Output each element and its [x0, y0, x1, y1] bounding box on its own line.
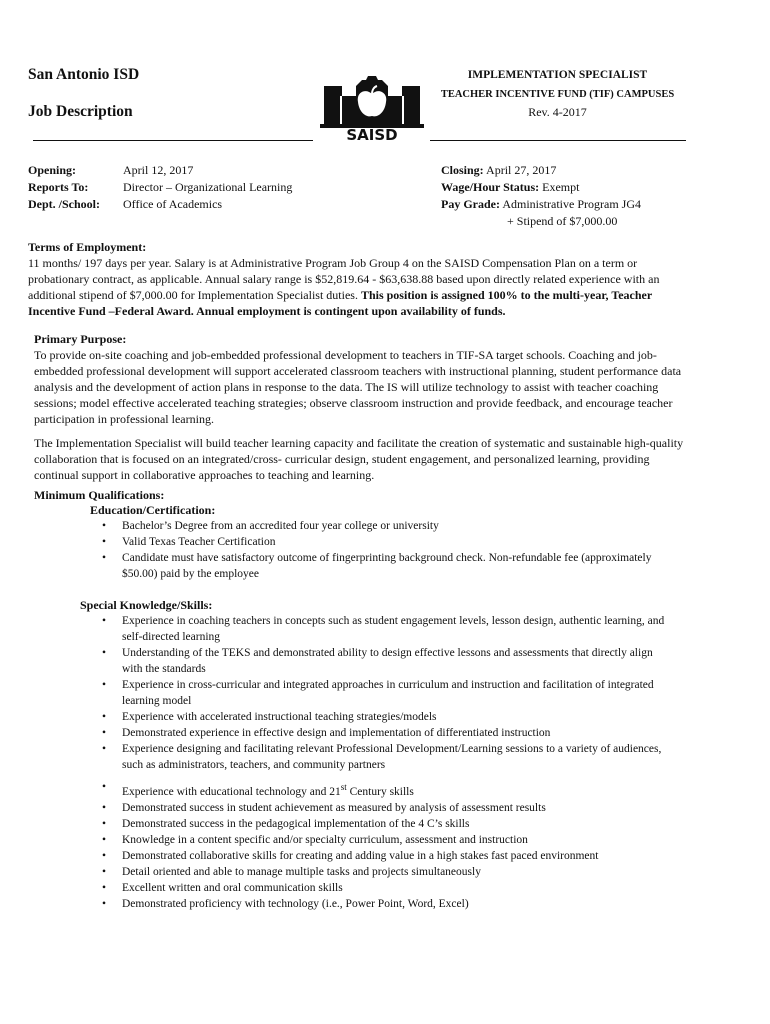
wage-status-value: Exempt [542, 180, 580, 194]
reports-to-label: Reports To: [28, 180, 89, 194]
list-item [100, 709, 754, 725]
bullet: • [102, 881, 107, 894]
logo-text: SAISD [346, 126, 398, 142]
list-item-text: Demonstrated success in student achievement as measured by analysis of assessment results [122, 801, 546, 814]
purpose-line: embedded professional development will support accelerated classroom teachers with instructional planning, student performance data [34, 364, 682, 378]
bullet: • [102, 897, 107, 910]
reports-to-value: Director – Organizational Learning [123, 180, 293, 194]
wage-status-label: Wage/Hour Status: [441, 180, 540, 194]
purpose-line: collaboration that is focused on an integrated/cross- curricular design, student engagement, and personalized learning, providing [34, 452, 650, 466]
list-item-text: Demonstrated experience in effective design and implementation of differentiated instruction [122, 727, 551, 739]
info-block-right [441, 162, 641, 230]
bullet: • [102, 801, 107, 814]
list-item-text: Understanding of the TEKS and demonstrated ability to design effective lessons and assessments that directly align [122, 647, 653, 659]
list-item-text: Experience with accelerated instructional teaching strategies/models [122, 711, 437, 723]
terms-text [28, 255, 748, 319]
skills-list-more [100, 800, 754, 912]
skills-title: Special Knowledge/Skills: [80, 598, 213, 612]
education-list [100, 518, 754, 582]
list-item [100, 518, 754, 534]
list-item-text: Candidate must have satisfactory outcome of fingerprinting background check. Non-refundable fee (approximately [122, 552, 652, 564]
saisd-logo [320, 74, 424, 142]
terms-line: 11 months/ 197 days per year. Salary is at Administrative Program Job Group 4 on the SAISD Compensation Plan on a term or [28, 256, 638, 270]
list-item [100, 725, 754, 741]
bullet: • [102, 743, 107, 755]
list-item-text: Demonstrated proficiency with technology (i.e., Power Point, Word, Excel) [122, 897, 469, 910]
qualifications-title: Minimum Qualifications: [34, 488, 165, 502]
closing-label: Closing: [441, 163, 484, 177]
closing-value: April 27, 2017 [486, 163, 557, 177]
skills-list [100, 613, 754, 773]
list-item-text: Bachelor’s Degree from an accredited four year college or university [122, 520, 439, 532]
list-item-text: Demonstrated success in the pedagogical implementation of the 4 C’s skills [122, 817, 470, 830]
purpose-line: To provide on-site coaching and job-embedded professional development to teachers in TIF-SA target schools. Coaching and job- [34, 348, 657, 362]
skill-text: Century skills [346, 785, 414, 798]
list-item [100, 800, 754, 816]
purpose-paragraph-2 [34, 435, 754, 483]
qualifications-section [34, 488, 754, 582]
list-item [100, 534, 754, 550]
terms-line: additional stipend of $7,000.00 for Implementation Specialist duties. [28, 288, 361, 302]
list-item [100, 848, 754, 864]
purpose-section [34, 332, 754, 483]
list-item-text: Experience in cross-curricular and integrated approaches in curriculum and instruction and facilitation of integrated [122, 679, 654, 691]
skill-text: Experience with educational technology and 21 [122, 785, 341, 798]
bullet: • [102, 647, 107, 659]
list-item [100, 613, 754, 645]
opening-label: Opening: [28, 163, 77, 177]
program-name: TEACHER INCENTIVE FUND (TIF) CAMPUSES [440, 89, 675, 100]
bullet: • [102, 727, 107, 739]
list-item-text: Detail oriented and able to manage multiple tasks and projects simultaneously [122, 865, 481, 878]
terms-emphasis: Incentive Fund –Federal Award. Annual employment is contingent upon availability of funds. [28, 304, 506, 318]
header-rule-left [33, 140, 313, 141]
skills-list-tech [100, 779, 754, 800]
bullet: • [102, 520, 107, 532]
terms-title: Terms of Employment: [28, 240, 147, 254]
list-item-text: learning model [122, 695, 192, 707]
list-item-text: self-directed learning [122, 631, 221, 643]
bullet: • [102, 865, 107, 878]
list-item-text: Excellent written and oral communication skills [122, 881, 343, 894]
department-label: Dept. /School: [28, 197, 100, 211]
pay-grade-label: Pay Grade: [441, 197, 500, 211]
bullet: • [102, 679, 107, 691]
bullet: • [102, 781, 107, 793]
education-title: Education/Certification: [90, 503, 216, 517]
list-item [100, 779, 754, 800]
list-item-text: Experience designing and facilitating relevant Professional Development/Learning sessions to a variety of audiences, [122, 743, 662, 755]
list-item-text: such as administrators, teachers, and community partners [122, 759, 386, 771]
purpose-title: Primary Purpose: [34, 332, 127, 346]
list-item-text: Experience in coaching teachers in concepts such as student engagement levels, lesson design, authentic learning, and [122, 615, 665, 627]
list-item [100, 896, 754, 912]
document-type: Job Description [28, 103, 133, 120]
purpose-line: sessions; model effective accelerated teaching strategies; observe classroom instruction and provide feedback, and encourage teacher [34, 396, 673, 410]
terms-line: probationary contract, as applicable. Annual salary range is $52,819.64 - $63,638.88 based upon directly related experience with an [28, 272, 660, 286]
revision: Rev. 4-2017 [528, 105, 587, 119]
bullet: • [102, 536, 107, 548]
list-item [100, 677, 754, 709]
bullet: • [102, 552, 107, 564]
opening-value: April 12, 2017 [123, 163, 194, 177]
purpose-paragraph-1 [34, 347, 754, 427]
terms-emphasis: This position is assigned 100% to the multi-year, Teacher [360, 288, 653, 302]
purpose-line: analysis and the development of action plans in response to the data. The IS will utilize technology to assist with teacher coaching [34, 380, 659, 394]
list-item [100, 864, 754, 880]
bullet: • [102, 817, 107, 830]
list-item-text: Knowledge in a content specific and/or specialty curriculum, assessment and instruction [122, 833, 528, 846]
position-title: IMPLEMENTATION SPECIALIST [467, 69, 648, 81]
skill-superscript: st [340, 782, 347, 792]
list-item [100, 550, 754, 582]
district-name: San Antonio ISD [28, 66, 140, 83]
list-item-text: Demonstrated collaborative skills for creating and adding value in a high stakes fast paced environment [122, 849, 599, 862]
purpose-line: participation in professional learning. [34, 412, 214, 426]
list-item [100, 816, 754, 832]
bullet: • [102, 615, 107, 627]
pay-grade-value: Administrative Program JG4 [502, 197, 641, 211]
terms-section [28, 240, 748, 319]
info-block-left [28, 162, 292, 213]
list-item [100, 645, 754, 677]
list-item-text: $50.00) paid by the employee [122, 568, 260, 580]
list-item-text: with the standards [122, 663, 206, 675]
list-item [100, 741, 754, 773]
list-item [100, 880, 754, 896]
skills-section [80, 598, 754, 912]
bullet: • [102, 849, 107, 862]
stipend-value: + Stipend of $7,000.00 [507, 214, 618, 228]
list-item [100, 832, 754, 848]
bullet: • [102, 833, 107, 846]
bullet: • [102, 711, 107, 723]
purpose-line: continual support in collaborative approaches to teaching and learning. [34, 468, 375, 482]
header-rule-right [430, 140, 686, 141]
department-value: Office of Academics [123, 197, 223, 211]
list-item-text: Valid Texas Teacher Certification [122, 536, 276, 548]
purpose-line: The Implementation Specialist will build teacher learning capacity and facilitate the creation of systematic and sustainable high-quality [34, 436, 684, 450]
